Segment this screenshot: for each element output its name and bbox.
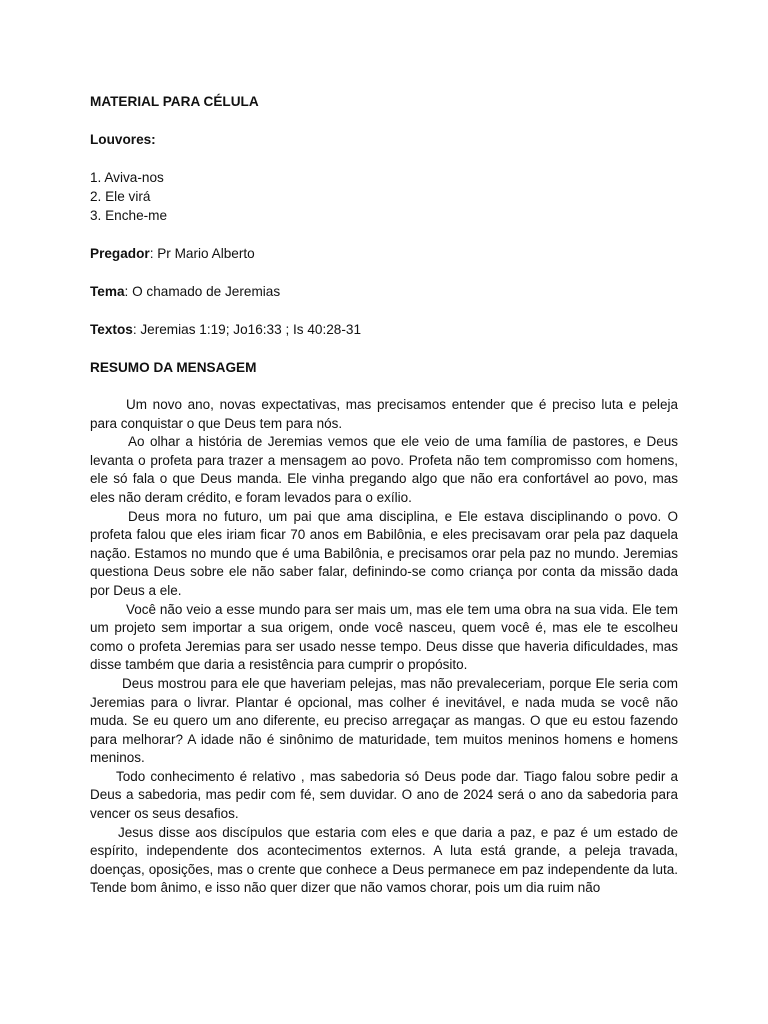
- spacer: [90, 301, 678, 320]
- spacer: [90, 339, 678, 358]
- message-paragraph: Deus mostrou para ele que haveriam pelejas, mas não prevaleceriam, porque Ele seria com Jeremias para o livrar. Plantar é opcional, mas colher é inevitável, e nada muda se você não muda. Se eu quero um ano diferente, eu preciso arregaçar as mangas. O que eu estou fazendo para melhorar? A idade não é sinônimo de maturidade, tem muitos meninos homens e homens meninos.: [90, 675, 678, 766]
- resumo-heading: RESUMO DA MENSAGEM: [90, 360, 257, 375]
- pregador-label: Pregador: [90, 246, 150, 261]
- spacer: [90, 377, 678, 396]
- louvor-item: 3. Enche-me: [90, 208, 168, 223]
- pregador-line: [90, 244, 678, 263]
- document-page: [90, 92, 678, 898]
- message-paragraph: Todo conhecimento é relativo , mas sabedoria só Deus pode dar. Tiago falou sobre pedir a Deus a sabedoria, mas pedir com fé, sem duvidar. O ano de 2024 será o ano da sabedoria para vencer os seus desafios.: [90, 768, 678, 822]
- spacer: [90, 225, 678, 244]
- tema-line: [90, 282, 678, 301]
- spacer: [90, 111, 678, 130]
- message-paragraph: Você não veio a esse mundo para ser mais um, mas ele tem uma obra na sua vida. Ele tem um projeto sem importar a sua origem, onde você nasceu, quem você é, mas ele te escolheu como o profeta Jeremias para ser usado nesse tempo. Deus disse que haveria dificuldades, mas disse também que daria a resistência para cumprir o propósito.: [90, 601, 678, 673]
- louvor-item: 1. Aviva-nos: [90, 170, 164, 185]
- message-paragraph: Um novo ano, novas expectativas, mas precisamos entender que é preciso luta e peleja para conquistar o que Deus tem para nós.: [90, 397, 678, 431]
- spacer: [90, 263, 678, 282]
- textos-label: Textos: [90, 322, 133, 337]
- spacer: [90, 149, 678, 168]
- tema-value: : O chamado de Jeremias: [124, 284, 281, 299]
- message-paragraph: Deus mora no futuro, um pai que ama disciplina, e Ele estava disciplinando o povo. O profeta falou que eles iriam ficar 70 anos em Babilônia, e eles precisavam orar pela paz daquela nação. Estamos no mundo que é uma Babilônia, e precisamos orar pela paz no mundo. Jeremias questiona Deus sobre ele não saber falar, definindo-se como criança por conta da missão dada por Deus a ele.: [90, 508, 678, 598]
- pregador-value: : Pr Mario Alberto: [149, 246, 255, 261]
- tema-label: Tema: [90, 284, 125, 299]
- textos-value: : Jeremias 1:19; Jo16:33 ; Is 40:28-31: [132, 322, 362, 337]
- louvor-item: 2. Ele virá: [90, 189, 151, 204]
- document-title: MATERIAL PARA CÉLULA: [90, 94, 259, 109]
- louvores-heading: Louvores:: [90, 132, 156, 147]
- message-paragraph: Jesus disse aos discípulos que estaria com eles e que daria a paz, e paz é um estado de espírito, independente dos acontecimentos externos. A luta está grande, a peleja travada, doenças, oposições, mas o crente que conhece a Deus permanece em paz independente da luta. Tende bom ânimo, e isso não quer dizer que não vamos chorar, pois um dia ruim não: [90, 824, 678, 896]
- textos-line: [90, 320, 678, 339]
- message-paragraph: Ao olhar a história de Jeremias vemos que ele veio de uma família de pastores, e Deus levanta o profeta para trazer a mensagem ao povo. Profeta não tem compromisso com homens, ele só fala o que Deus manda. Ele vinha pregando algo que não era confortável ao povo, mas eles não deram crédito, e foram levados para o exílio.: [90, 434, 678, 505]
